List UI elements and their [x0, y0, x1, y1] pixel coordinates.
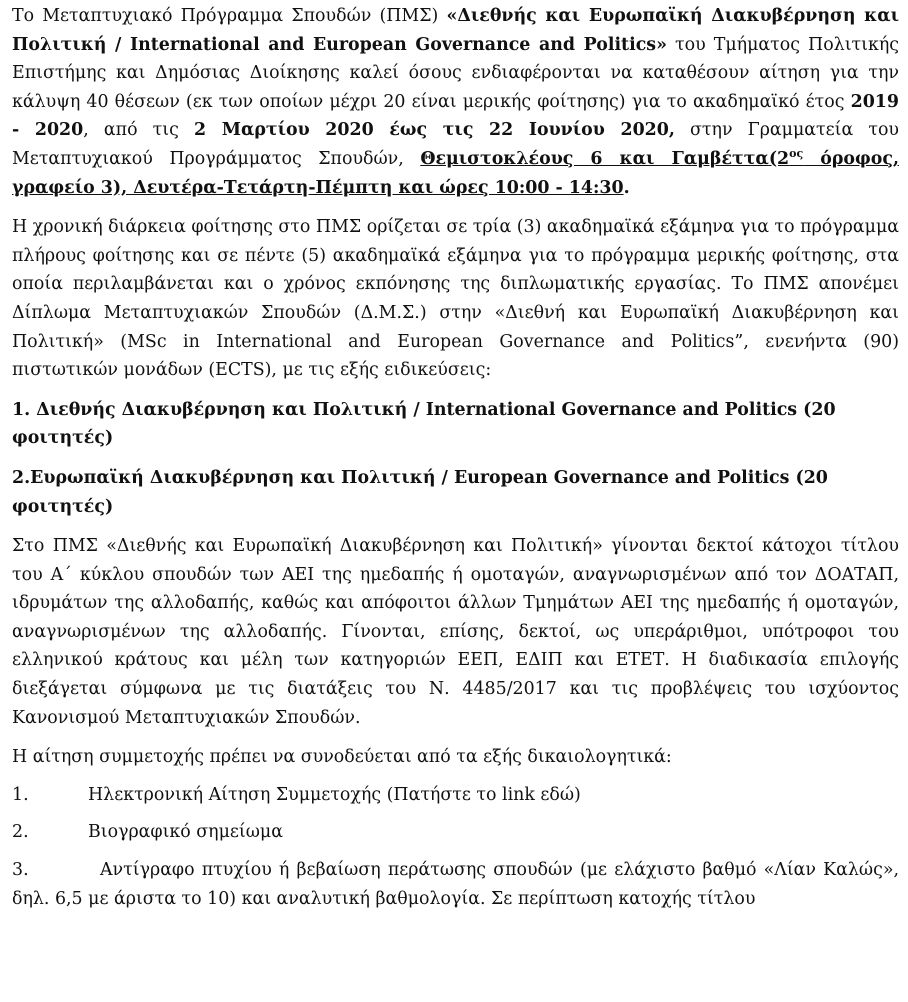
intro-text: του Τμήματος Πολιτικής Επιστήμης και Δημόσιας Διοίκησης καλεί όσους ενδιαφέρονται να καταθέσουν αίτηση για την κάλυψη 40 θέσεων (εκ των οποίων μέχρι 20 είναι μερικής φοίτησης) για το ακαδημαϊκό έτος [12, 34, 899, 112]
secretariat-address: Θεμιστοκλέους 6 και Γαμβέττα [420, 148, 769, 169]
list-text: Αντίγραφο πτυχίου ή βεβαίωση περάτωσης σπουδών (με ελάχιστο βαθμό «Λίαν Καλώς», δηλ. 6,5 με άριστα το 10) και αναλυτική βαθμολογία. Σε περίπτωση κατοχής τίτλου [12, 860, 899, 909]
eligibility-paragraph: Στο ΠΜΣ «Διεθνής και Ευρωπαϊκή Διακυβέρνηση και Πολιτική» γίνονται δεκτοί κάτοχοι τίτλου του Α΄ κύκλου σπουδών των ΑΕΙ της ημεδαπής ή ομοταγών, αναγνωρισμένων από τον ΔΟΑΤΑΠ, ιδρυμάτων της αλλοδαπής, καθώς και απόφοιτοι άλλων Τμημάτων ΑΕΙ της ημεδαπής ή ομοταγών, αναγνωρισμένων της αλλοδαπής. Γίνονται, επίσης, δεκτοί, ως υπεράριθμοι, υπότροφοι του ελληνικού κράτους και μέλη των κατηγοριών ΕΕΠ, ΕΔΙΠ και ΕΤΕΤ. Η διαδικασία επιλογής διεξάγεται σύμφωνα με τις διατάξεις του Ν. 4485/2017 και τις προβλέψεις του ισχύοντος Κανονισμού Μεταπτυχιακών Σπουδών. [12, 536, 899, 728]
documents-intro: Η αίτηση συμμετοχής πρέπει να συνοδεύεται από τα εξής δικαιολογητικά: [12, 747, 672, 768]
list-text: Βιογραφικό σημείωμα [88, 822, 283, 843]
list-item [12, 818, 899, 847]
intro-text: , από τις [83, 120, 194, 141]
list-number: 3. [12, 860, 29, 881]
specialization-item: 1. Διεθνής Διακυβέρνηση και Πολιτική / International Governance and Politics (20 φοιτητές) [12, 399, 836, 449]
list-number: 2. [12, 822, 29, 843]
list-item [12, 856, 899, 913]
specialization-item: 2.Ευρωπαϊκή Διακυβέρνηση και Πολιτική / European Governance and Politics (20 φοιτητές) [12, 467, 828, 517]
application-dates: 2 Μαρτίου 2020 έως τις 22 Ιουνίου 2020, [193, 120, 675, 141]
academic-year: 2019 - 2020 [12, 91, 899, 141]
office-hours: ($2^{o\varsigma}$ όροφος, γραφείο 3), Δευτέρα-Τετάρτη-Πέμπτη και ώρες 10:00 - 14:30 [12, 147, 899, 198]
list-item [12, 781, 899, 810]
list-number: 1. [12, 784, 29, 805]
intro-paragraph: Το Μεταπτυχιακό Πρόγραμμα Σπουδών (ΠΜΣ) «Διεθνής και Ευρωπαϊκή Διακυβέρνηση και Πολιτική / International and European Governance and Politics» του Τμήματος Πολιτικής Επιστήμης και Δημόσιας Διοίκησης καλεί όσους ενδιαφέρονται να καταθέσουν αίτηση για την κάλυψη 40 θέσεων (εκ των οποίων μέχρι 20 είναι μερικής φοίτησης) για το ακαδημαϊκό έτος 2019 - 2020, από τις 2 Μαρτίου 2020 έως τις 22 Ιουνίου 2020, στην Γραμματεία του Μεταπτυχιακού Προγράμματος Σπουδών, Θεμιστοκλέους 6 και $\Gamma\alpha\mu\beta έ\tau\tau\alpha(2^{o\varsigma}$ όροφος, γραφείο 3), Δευτέρα-Τετάρτη-Πέμπτη και ώρες 10:00 - 14:30. [12, 6, 899, 198]
intro-text: Το Μεταπτυχιακό Πρόγραμμα Σπουδών (ΠΜΣ) [12, 6, 447, 26]
list-text: Ηλεκτρονική Αίτηση Συμμετοχής (Πατήστε το link εδώ) [88, 784, 581, 805]
duration-paragraph: Η χρονική διάρκεια φοίτησης στο ΠΜΣ ορίζεται σε τρία (3) ακαδημαϊκά εξάμηνα για το πρόγραμμα πλήρους φοίτησης και σε πέντε (5) ακαδημαϊκά εξάμηνα για το πρόγραμμα μερικής φοίτησης, στα οποία περιλαμβάνεται και ο χρόνος εκπόνησης της διπλωματικής εργασίας. Το ΠΜΣ απονέμει Δίπλωμα Μεταπτυχιακών Σπουδών (Δ.Μ.Σ.) στην «Διεθνή και Ευρωπαϊκή Διακυβέρνηση και Πολιτική» (MSc in International and European Governance and Politics”, ενενήντα (90) πιστωτικών μονάδων (ECTS), με τις εξής ειδικεύσεις: [12, 217, 899, 381]
program-title: «Διεθνής και Ευρωπαϊκή Διακυβέρνηση και Πολιτική / International and European Governance and Politics» [12, 6, 899, 55]
intro-text: στην Γραμματεία του Μεταπτυχιακού Προγράμματος Σπουδών, [12, 120, 899, 169]
